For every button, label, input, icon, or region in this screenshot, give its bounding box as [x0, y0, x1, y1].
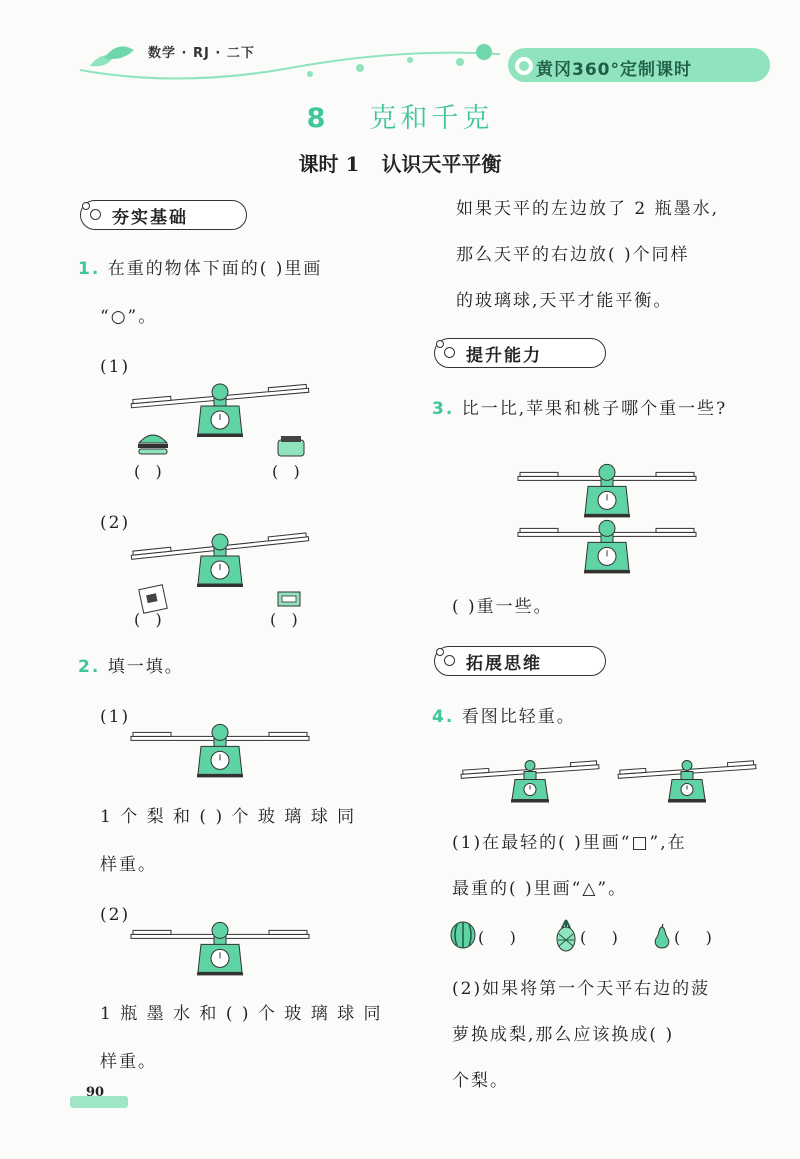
scale-knob-icon: [212, 724, 228, 740]
scale-pan-left: [520, 472, 558, 476]
scale-foot: [197, 972, 243, 975]
q3-line: [432, 398, 727, 420]
scale-knob-icon: [212, 534, 228, 550]
watermelon-icon: [449, 920, 477, 950]
section-dot-icon: [90, 209, 101, 220]
chapter-title: [0, 96, 800, 135]
section-expand-label: 拓展思维: [466, 654, 542, 674]
scale-pan-left: [520, 528, 558, 532]
section-improve-label: 提升能力: [466, 346, 542, 366]
scale-foot: [197, 434, 243, 437]
scale-foot: [511, 800, 549, 803]
scale-pan-right: [656, 528, 694, 532]
header-vine-decoration: [60, 30, 530, 90]
q2-number: 2.: [78, 657, 101, 677]
scale-pan-left: [133, 732, 171, 736]
q1-sub2: (2): [100, 513, 131, 533]
q1-sub1: (1): [100, 357, 131, 377]
q2-cont-line2: 那么天平的右边放( )个同样: [456, 245, 690, 265]
q2-cont-line1: 如果天平的左边放了 2 瓶墨水,: [456, 199, 720, 219]
q1-line1: [78, 258, 322, 280]
q2-fill1-line1: 1 个 梨 和 ( ) 个 玻 璃 球 同: [100, 807, 357, 827]
q4-p2-line1: (2)如果将第一个天平右边的菠: [452, 979, 711, 999]
q3-text: 比一比,苹果和桃子哪个重一些?: [461, 399, 728, 419]
q4-p2-line3: 个梨。: [452, 1071, 509, 1091]
scale-q4-2: [612, 740, 762, 810]
book-label: 数学 · RJ · 二下: [148, 46, 255, 61]
q1-2-answer-right: ( ): [270, 610, 298, 629]
q2-cont-line3: 的玻璃球,天平才能平衡。: [456, 291, 673, 311]
scale-foot: [197, 584, 243, 587]
banner-dots-icon: [512, 54, 536, 78]
q1-1-answer-left: ( ): [134, 462, 162, 481]
q1-text: 在重的物体下面的( )里画: [107, 259, 323, 279]
pencil-case-icon: [276, 590, 302, 608]
scale-foot: [197, 774, 243, 777]
burger-icon: [136, 430, 170, 458]
series-title: 黄冈360°定制课时: [536, 60, 692, 80]
scale-knob-icon: [212, 384, 228, 400]
scale-dial-icon: [211, 751, 229, 769]
section-dot-icon: [436, 340, 444, 348]
q3-number: 3.: [432, 399, 455, 419]
q4-pineapple-answer: ( ): [580, 928, 618, 947]
q4-pear-answer: ( ): [674, 928, 712, 947]
q3-answer: ( )重一些。: [452, 597, 553, 617]
q4-number: 4.: [432, 707, 455, 727]
section-improve: [434, 338, 609, 368]
q4-title: 看图比轻重。: [461, 707, 576, 727]
q4-p2-line2: 萝换成梨,那么应该换成( ): [452, 1025, 675, 1045]
section-dot-icon: [82, 202, 90, 210]
scale-pan-right: [269, 930, 307, 934]
section-dot-icon: [444, 347, 455, 358]
q4-title-line: [432, 706, 576, 728]
section-expand: [434, 646, 609, 676]
scale-knob-icon: [525, 761, 535, 771]
q2-sub1: (1): [100, 707, 131, 727]
lesson-title: [0, 148, 800, 177]
q1-number: 1.: [78, 259, 101, 279]
q1-line2: “○”。: [100, 307, 158, 327]
scale-knob-icon: [212, 922, 228, 938]
scale-foot: [668, 800, 706, 803]
lesson-name: 认识天平平衡: [381, 152, 502, 176]
scale-q4-1: [455, 740, 605, 810]
lesson-label: 课时 1: [298, 152, 360, 176]
chapter-name: 克和千克: [369, 103, 494, 134]
scale-pan-right: [656, 472, 694, 476]
scale-q2-2: [125, 898, 315, 978]
section-basic: [80, 200, 250, 230]
pear-icon: [651, 924, 673, 950]
scale-knob-icon: [599, 520, 615, 536]
q2-sub2: (2): [100, 905, 131, 925]
scale-knob-icon: [682, 761, 692, 771]
q2-fill2-line1: 1 瓶 墨 水 和 ( ) 个 玻 璃 球 同: [100, 1004, 383, 1024]
chapter-number: 8: [306, 103, 330, 134]
page-number: 90: [86, 1085, 105, 1100]
section-dot-icon: [436, 648, 444, 656]
scale-q2-1: [125, 700, 315, 780]
scale-pan-right: [269, 732, 307, 736]
section-dot-icon: [444, 655, 455, 666]
scale-knob-icon: [599, 464, 615, 480]
scale-pan-left: [133, 930, 171, 934]
scale-dial-icon: [211, 949, 229, 967]
scale-q3-2: [512, 496, 702, 576]
q4-p1-line1: (1)在最轻的( )里画“□”,在: [452, 833, 687, 853]
pineapple-icon: [553, 918, 579, 952]
q1-2-answer-left: ( ): [134, 610, 162, 629]
q2-title-line: [78, 656, 184, 678]
q2-title: 填一填。: [107, 657, 184, 677]
ink-jar-icon: [276, 434, 306, 458]
q4-p1-line2: 最重的( )里画“△”。: [452, 879, 628, 899]
q2-fill2-line2: 样重。: [100, 1052, 157, 1072]
scale-dial-icon: [598, 547, 616, 565]
section-basic-label: 夯实基础: [112, 208, 188, 228]
q1-1-answer-right: ( ): [272, 462, 300, 481]
q2-fill1-line2: 样重。: [100, 855, 157, 875]
q4-watermelon-answer: ( ): [478, 928, 516, 947]
scale-foot: [584, 570, 630, 573]
